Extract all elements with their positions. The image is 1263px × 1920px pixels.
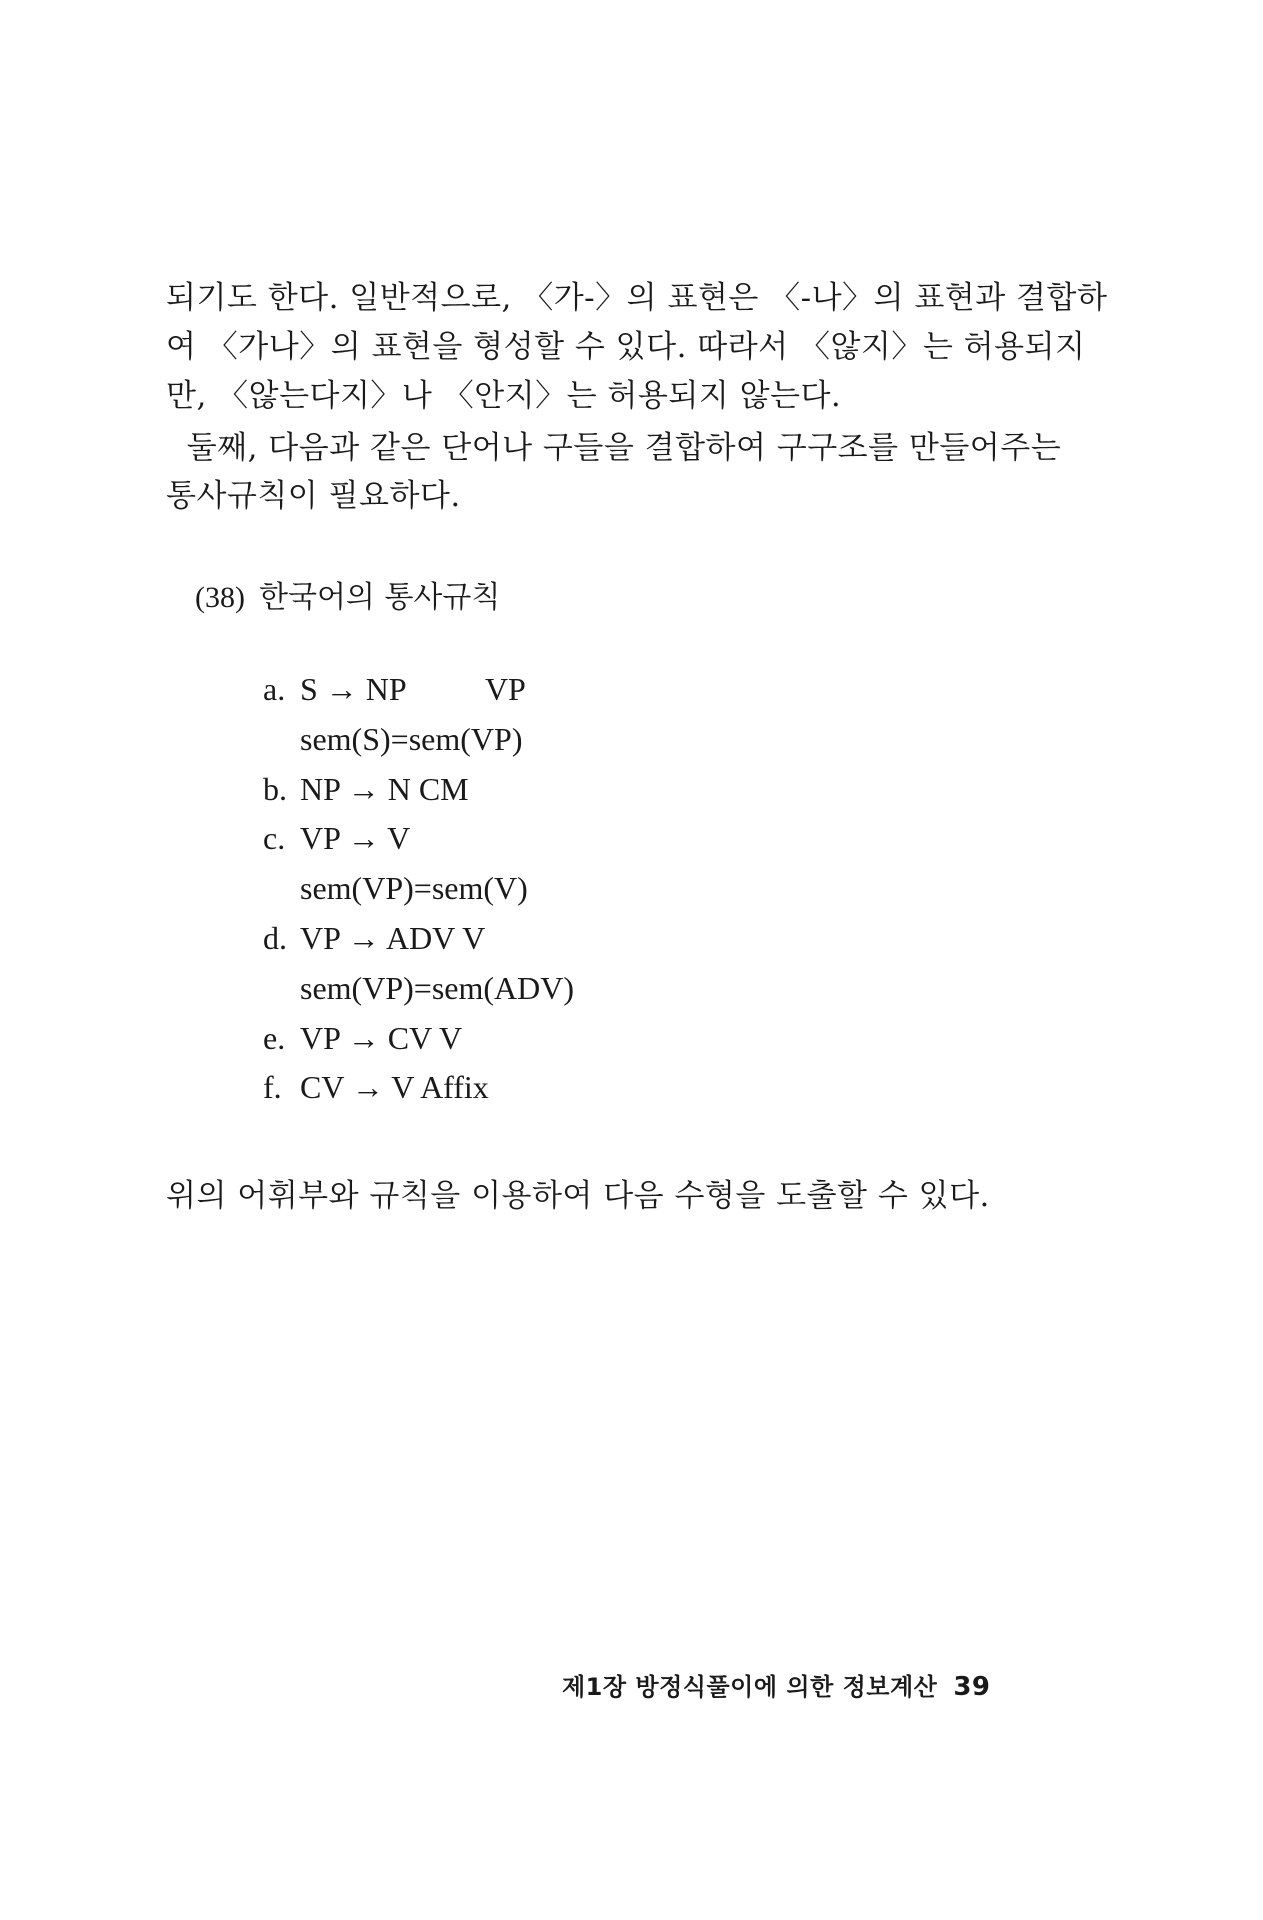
- rule-label: [263, 715, 300, 765]
- syntax-rules-list: [263, 665, 574, 1113]
- rule-row: [263, 964, 574, 1014]
- rule-row: [263, 914, 574, 964]
- running-head: 제1장 방정식풀이에 의한 정보계산: [562, 1673, 938, 1701]
- rule-row: [263, 1063, 574, 1113]
- rule-label: f.: [263, 1069, 282, 1106]
- rule-label: c.: [263, 820, 286, 857]
- rule-text: VP → ADV V: [300, 919, 486, 956]
- page-number: 39: [953, 1672, 991, 1702]
- example-number: (38): [195, 581, 245, 614]
- rule-text: NP → N CM: [300, 770, 469, 807]
- paragraph-1-line-3: 만, 〈않는다지〉나 〈안지〉는 허용되지 않는다.: [166, 378, 842, 414]
- rule-label: d.: [263, 919, 287, 956]
- rule-label: [263, 864, 300, 914]
- page-footer: [562, 1667, 991, 1702]
- rule-row: [263, 864, 574, 914]
- rule-label: b.: [263, 770, 287, 807]
- example-heading: [195, 572, 500, 616]
- paragraph-2-line-2: 통사규칙이 필요하다.: [166, 478, 461, 514]
- paragraph-2-line-1: 둘째, 다음과 같은 단어나 구들을 결합하여 구구조를 만들어주는: [166, 430, 1062, 466]
- rule-row: [263, 665, 574, 715]
- rule-label: e.: [263, 1019, 286, 1056]
- rule-text: VP → V: [300, 820, 411, 857]
- rule-text: S → NP VP: [300, 671, 526, 707]
- rule-row: [263, 1014, 574, 1064]
- rule-row: [263, 765, 574, 815]
- rule-semantics: sem(VP)=sem(V): [300, 870, 528, 907]
- paragraph-1-line-2: 여 〈가나〉의 표현을 형성할 수 있다. 따라서 〈않지〉는 허용되지: [166, 329, 1086, 365]
- rule-text: CV → V Affix: [300, 1069, 489, 1106]
- rule-row: [263, 715, 574, 765]
- rule-row: [263, 814, 574, 864]
- rule-label: [263, 964, 300, 1014]
- rule-semantics: sem(S)=sem(VP): [300, 720, 523, 757]
- example-title: 한국어의 통사규칙: [258, 580, 501, 615]
- rule-text: VP → CV V: [300, 1019, 463, 1056]
- closing-sentence: 위의 어휘부와 규칙을 이용하여 다음 수형을 도출할 수 있다.: [166, 1178, 990, 1214]
- rule-semantics: sem(VP)=sem(ADV): [300, 969, 574, 1006]
- rule-label: a.: [263, 671, 286, 707]
- paragraph-1-line-1: 되기도 한다. 일반적으로, 〈가-〉의 표현은 〈-나〉의 표현과 결합하: [166, 280, 1108, 316]
